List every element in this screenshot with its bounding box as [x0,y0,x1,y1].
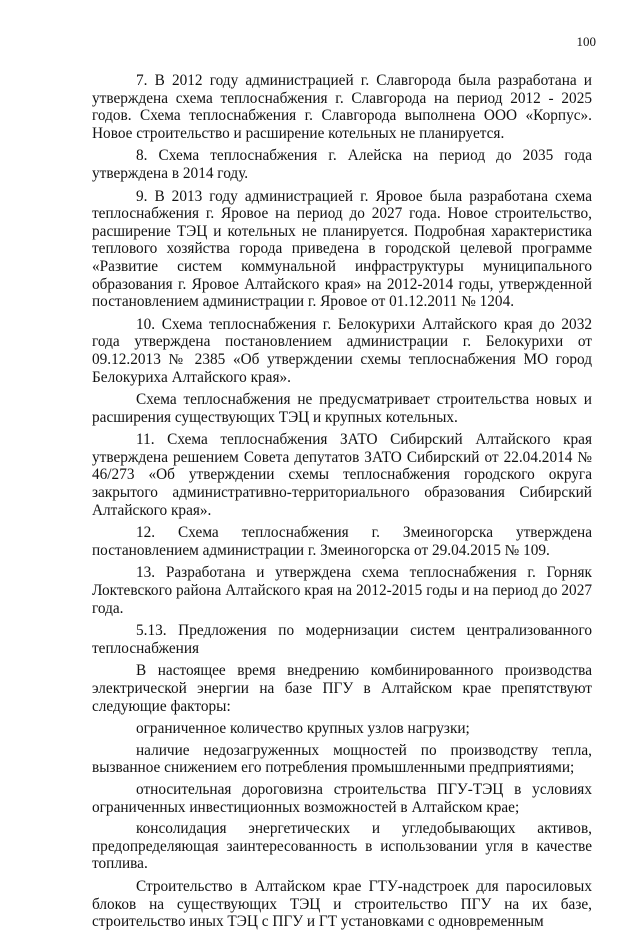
factor-item: наличие недозагруженных мощностей по производству тепла, вызванное снижением его потребления промышленными предприятиями; [92,741,592,777]
paragraph-construction: Строительство в Алтайском крае ГТУ-надстроек для паросиловых блоков на существующих ТЭЦ и строительство ПГУ на их базе, строительство иных ТЭЦ с ПГУ и ГТ установками с одновременным [92,877,592,931]
paragraph-zmeinogorsk: 12. Схема теплоснабжения г. Змеиногорска утверждена постановлением администрации г. Змеиногорска от 29.04.2015 № 109. [92,524,592,559]
paragraph-intro: В настоящее время внедрению комбинированного производства электрической энергии на базе ПГУ в Алтайском крае препятствуют следующие факторы: [92,662,592,715]
paragraph-gornyak: 13. Разработана и утверждена схема теплоснабжения г. Горняк Локтевского района Алтайского края на 2012-2015 годы и на период до 2027 года. [92,564,592,617]
factor-item: консолидация энергетических и угледобывающих активов, предопределяющая заинтересованность в использовании угля в качестве топлива. [92,820,592,873]
document-body [92,72,592,936]
paragraph-yarovoe: 9. В 2013 году администрацией г. Яровое была разработана схема теплоснабжения г. Яровое на период до 2027 года. Новое строительство, расширение ТЭЦ и котельных не планируется. Подробная характеристика теплового хозяйства города приведена в городской целевой программе «Развитие систем коммунальной инфраструктуры муниципального образования г. Яровое Алтайского края» на 2012-2014 годы, утвержденной постановлением администрации г. Яровое от 01.12.2011 № 1204. [92,187,592,311]
page-number: 100 [576,34,596,49]
factor-item: относительная дороговизна строительства ПГУ-ТЭЦ в условиях ограниченных инвестиционных возможностей в Алтайском крае; [92,780,592,816]
paragraph-slavgorod: 7. В 2012 году администрацией г. Славгорода была разработана и утверждена схема теплоснабжения г. Славгорода на период 2012 - 2025 годов. Схема теплоснабжения г. Славгорода выполнена ООО «Корпус». Новое строительство и расширение котельных не планируется. [92,72,592,142]
paragraph-belokurikha: 10. Схема теплоснабжения г. Белокурихи Алтайского края до 2032 года утверждена постановлением администрации г. Белокурихи от 09.12.2013 № 2385 «Об утверждении схемы теплоснабжения МО город Белокуриха Алтайского края». [92,315,592,386]
paragraph-aleysk: 8. Схема теплоснабжения г. Алейска на период до 2035 года утверждена в 2014 году. [92,147,592,182]
paragraph-zato-sibirsky: 11. Схема теплоснабжения ЗАТО Сибирский Алтайского края утверждена решением Совета депутатов ЗАТО Сибирский от 22.04.2014 № 46/273 «Об утверждении схемы теплоснабжения городского округа закрытого административно-территориального образования Сибирский Алтайского края». [92,431,592,519]
factor-item: ограниченное количество крупных узлов нагрузки; [136,720,470,738]
section-heading: 5.13. Предложения по модернизации систем централизованного теплоснабжения [92,622,592,657]
paragraph-belokurikha-note: Схема теплоснабжения не предусматривает строительства новых и расширения существующих ТЭЦ и крупных котельных. [92,391,592,426]
